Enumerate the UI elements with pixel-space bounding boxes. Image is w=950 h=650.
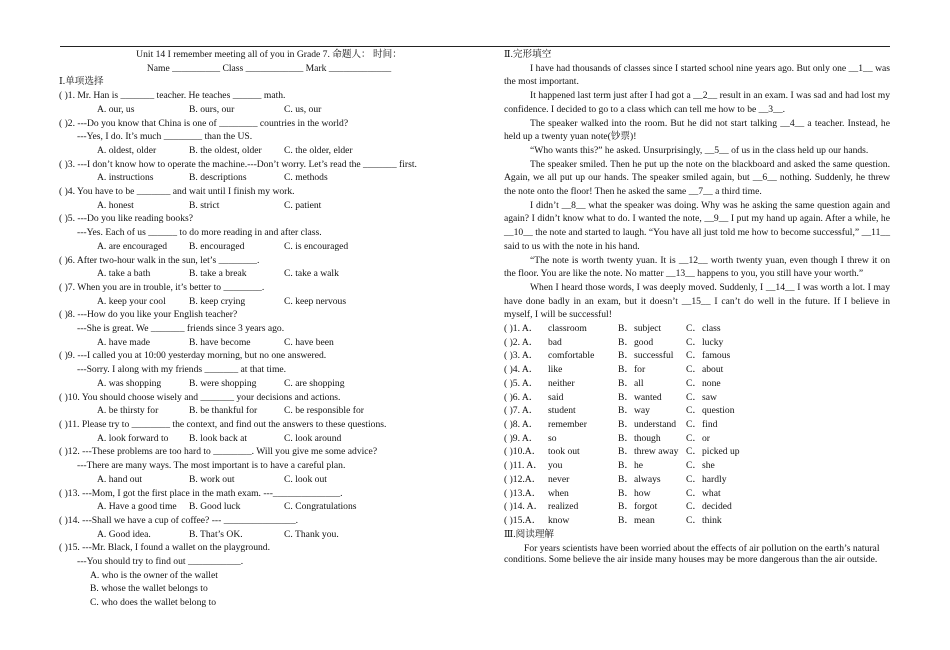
option-c: C．hardly <box>686 473 727 485</box>
option-b: B. descriptions <box>189 172 247 184</box>
option-b: B．wanted <box>618 391 662 403</box>
options-5 <box>59 240 479 254</box>
option-c: C. be responsible for <box>284 405 364 417</box>
number: ( )9. A． <box>504 432 539 444</box>
option-c: C. keep nervous <box>284 295 347 307</box>
number: ( )7. A． <box>504 405 539 417</box>
option-a: so <box>548 432 557 444</box>
options-7 <box>59 295 479 309</box>
option-c: C. take a walk <box>284 268 339 280</box>
cloze-paragraph-8: When I heard those words, I was deeply moved. Suddenly, I __14__ I was worth a lot. I may have done badly in an exam, but it doesn’t __15__ I can’t do well in the future. If I believe in myself, I will be successful! <box>504 281 890 321</box>
option-a: A. are encouraged <box>97 240 168 252</box>
option-a: like <box>548 364 563 376</box>
option-b: B．forgot <box>618 501 658 513</box>
option-a: A. oldest, older <box>97 144 157 156</box>
single-choice-list <box>59 89 479 610</box>
option-a: never <box>548 473 570 485</box>
option-a: when <box>548 487 569 499</box>
option-a: you <box>548 460 563 472</box>
worksheet-title: Unit 14 I remember meeting all of you in Grade 7. 命题人： 时间： <box>136 49 402 60</box>
option-a: A. was shopping <box>97 377 162 389</box>
option-b: B. have become <box>189 336 251 348</box>
number: ( )13.A． <box>504 487 542 499</box>
option-a: A. have made <box>97 336 151 348</box>
option-c: C. us, our <box>284 103 322 115</box>
cloze-option-row-2 <box>504 336 890 350</box>
question-10: ( )10. You should choose wisely and _______ your decisions and actions. <box>59 391 341 403</box>
question-2: ( )2. ---Do you know that China is one of ________ countries in the world? <box>59 117 349 129</box>
number: ( )3. A． <box>504 350 539 362</box>
option-b: B．mean <box>618 514 655 526</box>
question-3: ( )3. ---I don’t know how to operate the machine.---Don’t worry. Let’s read the _______ first. <box>59 158 417 170</box>
option-a: A. Have a good time <box>97 501 177 513</box>
option-c: C. are shopping <box>284 377 345 389</box>
option-a: remember <box>548 418 587 430</box>
option-b: B. keep crying <box>189 295 246 307</box>
options-9 <box>59 377 479 391</box>
option-c: C．saw <box>686 391 717 403</box>
cloze-paragraph-2: It happened last term just after I had got a __2__ result in an exam. I was sad and had lost my confidence. I decided to go to a class which can tell me how to be __3__. <box>504 90 890 115</box>
question-9-line2: ---Sorry. I along with my friends _______ at that time. <box>77 364 287 376</box>
option-a: classroom <box>548 323 587 335</box>
option-c: C. look out <box>284 473 327 485</box>
option-c: C．about <box>686 364 724 376</box>
top-rule <box>60 46 890 47</box>
question-7: ( )7. When you are in trouble, it’s better to ________. <box>59 281 265 293</box>
option-b: B. encouraged <box>189 240 245 252</box>
question-6: ( )6. After two-hour walk in the sun, let’s ________. <box>59 254 260 266</box>
question-8: ( )8. ---How do you like your English teacher? <box>59 309 238 321</box>
options-14 <box>59 528 479 542</box>
option-b: B．always <box>618 473 661 485</box>
option-b: B．subject <box>618 323 662 335</box>
option-a: took out <box>548 446 580 458</box>
option-b: B. were shopping <box>189 377 257 389</box>
option-a: A. take a bath <box>97 268 151 280</box>
number: ( )12.A． <box>504 473 542 485</box>
cloze-option-row-6 <box>504 391 890 405</box>
number: ( )11. A． <box>504 460 543 472</box>
option-a: bad <box>548 336 562 348</box>
cloze-option-row-5 <box>504 377 890 391</box>
question-12-line2: ---There are many ways. The most important is to have a careful plan. <box>77 460 346 472</box>
cloze-option-row-4 <box>504 363 890 377</box>
cloze-paragraph-7: “The note is worth twenty yuan. It is __12__ worth twenty yuan, even though I threw it on the floor. You are like the note. No matter __13__ happens to you, you still have your worth.” <box>504 254 890 280</box>
option-c: C．none <box>686 377 721 389</box>
question-1: ( )1. Mr. Han is _______ teacher. He teaches ______ math. <box>59 90 286 102</box>
cloze-option-row-13 <box>504 487 890 501</box>
option-a: A. who is the owner of the wallet <box>90 569 218 581</box>
option-a: A. keep your cool <box>97 295 166 307</box>
cloze-option-row-10 <box>504 445 890 459</box>
option-b: B．he <box>618 460 644 472</box>
option-b: B．how <box>618 487 651 499</box>
right-column <box>504 48 890 565</box>
option-b: B. look back at <box>189 432 248 444</box>
option-c: C．lucky <box>686 336 724 348</box>
question-9: ( )9. ---I called you at 10:00 yesterday morning, but no one answered. <box>59 350 327 362</box>
option-b: B．threw away <box>618 446 679 458</box>
option-a: neither <box>548 377 575 389</box>
options-1 <box>59 103 479 117</box>
options-10 <box>59 404 479 418</box>
option-a: A. Good idea. <box>97 528 151 540</box>
cloze-paragraph-3: The speaker walked into the room. But he did not start talking __4__ a teacher. Instead, he held up a twenty yuan note(钞票)! <box>504 117 890 143</box>
question-15-line2: ---You should try to find out ___________. <box>77 556 244 568</box>
option-a: A. be thirsty for <box>97 405 159 417</box>
option-a: said <box>548 391 564 403</box>
left-column <box>59 48 479 610</box>
options-2 <box>59 144 479 158</box>
section2-title: Ⅱ.完形填空 <box>504 49 552 60</box>
question-4: ( )4. You have to be _______ and wait until I finish my work. <box>59 186 295 198</box>
options-6 <box>59 267 479 281</box>
question-11: ( )11. Please try to ________ the context, and find out the answers to these questions. <box>59 418 387 430</box>
question-5-line2: ---Yes. Each of us ______ to do more reading in and after class. <box>77 227 322 239</box>
option-a: A. instructions <box>97 172 154 184</box>
options-13 <box>59 500 479 514</box>
option-b: B. be thankful for <box>189 405 258 417</box>
option-b: B．way <box>618 405 650 417</box>
options-3 <box>59 171 479 185</box>
option-c: C．what <box>686 487 721 499</box>
option-b: B．all <box>618 377 644 389</box>
option-b: B. take a break <box>189 268 247 280</box>
student-info-fields: Name __________ Class ____________ Mark _____________ <box>146 62 392 74</box>
option-c: C. Congratulations <box>284 501 357 513</box>
option-c: C．she <box>686 460 715 472</box>
options-12 <box>59 473 479 487</box>
cloze-option-row-7 <box>504 404 890 418</box>
question-5: ( )5. ---Do you like reading books? <box>59 213 194 225</box>
cloze-options <box>504 322 890 528</box>
option-c: C．think <box>686 514 722 526</box>
option-b: B. whose the wallet belongs to <box>90 583 208 595</box>
cloze-option-row-15 <box>504 514 890 528</box>
option-c: C．question <box>686 405 735 417</box>
option-c: C. look around <box>284 432 342 444</box>
option-b: B．though <box>618 432 661 444</box>
question-2-line2: ---Yes, I do. It’s much ________ than the US. <box>77 131 253 143</box>
cloze-option-row-8 <box>504 418 890 432</box>
number: ( )2. A． <box>504 336 539 348</box>
option-c: C．find <box>686 418 718 430</box>
option-b: B．for <box>618 364 646 376</box>
number: ( )14. A． <box>504 501 544 513</box>
cloze-option-row-12 <box>504 473 890 487</box>
option-b: B. work out <box>189 473 235 485</box>
number: ( )10.A． <box>504 446 542 458</box>
option-a: A. look forward to <box>97 432 169 444</box>
option-a: know <box>548 514 570 526</box>
option-b: B. the oldest, older <box>189 144 262 156</box>
option-c: C. methods <box>284 172 328 184</box>
options-8 <box>59 336 479 350</box>
reading-paragraph: For years scientists have been worried about the effects of air pollution on the earth’s natural conditions. Some believe the air inside many houses may be more dangerous than the air outside. <box>504 543 880 566</box>
option-a: comfortable <box>548 350 595 362</box>
cloze-paragraph-5: The speaker smiled. Then he put up the note on the blackboard and asked the same question. Again, we all put up our hands. The speaker smiled again, but __6__ nothing. Suddenly, he threw the note onto the floor! Then he asked the same __7__ a third time. <box>504 158 890 198</box>
cloze-option-row-9 <box>504 432 890 446</box>
option-a: A. our, us <box>97 103 135 115</box>
section3-title: Ⅲ.阅读理解 <box>504 528 555 540</box>
option-a: A. hand out <box>97 473 143 485</box>
option-c: C. the older, elder <box>284 144 353 156</box>
cloze-paragraph-6: I didn’t __8__ what the speaker was doing. Why was he asking the same question again and again? I didn’t know what to do. I wanted the note, __9__ I put my hand up again. After a while, he __10__ the note and started to laugh. “You have all just told me how to become successful,” __11__ said to us with the note in his hand. <box>504 199 890 252</box>
option-c: C. Thank you. <box>284 528 339 540</box>
cloze-option-row-3 <box>504 349 890 363</box>
number: ( )6. A． <box>504 391 539 403</box>
cloze-option-row-14 <box>504 500 890 514</box>
option-a: student <box>548 405 576 417</box>
section1-title: Ⅰ.单项选择 <box>59 76 104 88</box>
question-15: ( )15. ---Mr. Black, I found a wallet on the playground. <box>59 542 271 554</box>
option-c: C. patient <box>284 199 322 211</box>
option-c: C．decided <box>686 501 732 513</box>
cloze-option-row-1 <box>504 322 890 336</box>
cloze-option-row-11 <box>504 459 890 473</box>
option-c: C．class <box>686 323 721 335</box>
question-14: ( )14. ---Shall we have a cup of coffee? --- _______________. <box>59 514 299 526</box>
option-b: B. strict <box>189 199 220 211</box>
option-c: C. is encouraged <box>284 240 349 252</box>
question-13: ( )13. ---Mom, I got the first place in the math exam. ---______________. <box>59 487 343 499</box>
number: ( )8. A． <box>504 418 539 430</box>
option-b: B．successful <box>618 350 674 362</box>
option-b: B．understand <box>618 418 677 430</box>
option-a: realized <box>548 501 579 513</box>
option-c: C．or <box>686 432 710 444</box>
number: ( )15.A． <box>504 514 542 526</box>
number: ( )4. A． <box>504 364 539 376</box>
options-4 <box>59 199 479 213</box>
question-12: ( )12. ---These problems are too hard to ________. Will you give me some advice? <box>59 446 378 458</box>
option-c: C. have been <box>284 336 334 348</box>
option-b: B. ours, our <box>189 103 235 115</box>
option-c: C．famous <box>686 350 731 362</box>
option-b: B．good <box>618 336 654 348</box>
option-b: B. Good luck <box>189 501 241 513</box>
option-c: C. who does the wallet belong to <box>90 597 217 609</box>
number: ( )5. A． <box>504 377 539 389</box>
option-b: B. That’s OK. <box>189 528 243 540</box>
cloze-paragraph-4: “Who wants this?” he asked. Unsurprisingly, __5__ of us in the class held up our hands. <box>530 144 869 156</box>
question-8-line2: ---She is great. We _______ friends since 3 years ago. <box>77 323 285 335</box>
option-c: C．picked up <box>686 446 740 458</box>
number: ( )1. A． <box>504 323 539 335</box>
cloze-passage <box>504 62 890 322</box>
cloze-paragraph-1: I have had thousands of classes since I started school nine years ago. But only one __1__ was the most important. <box>504 62 890 88</box>
option-a: A. honest <box>97 199 134 211</box>
options-11 <box>59 432 479 446</box>
